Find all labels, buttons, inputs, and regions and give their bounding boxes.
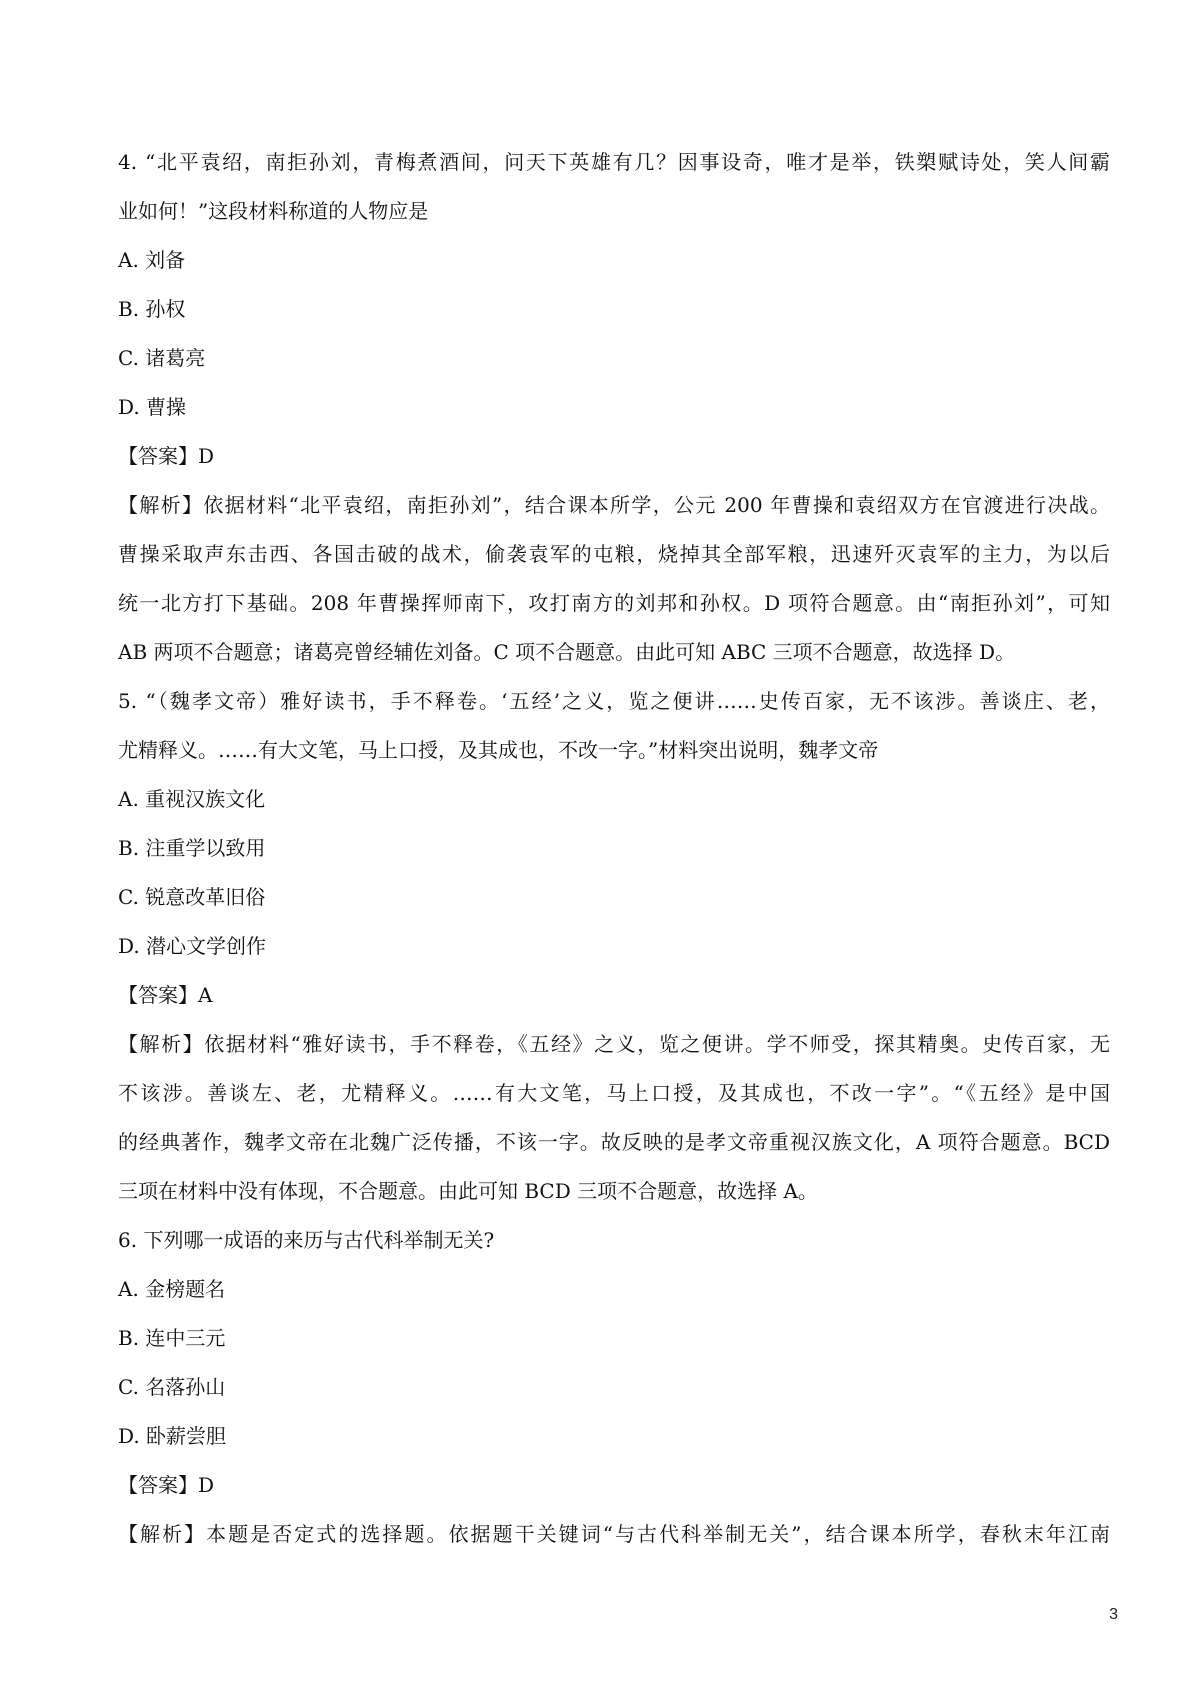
answer: 【答案】D xyxy=(118,1473,215,1497)
explanation-line: 三项在材料中没有体现，不合题意。由此可知 BCD 三项不合题意，故选择 A。 xyxy=(118,1179,818,1203)
option-d: D. 卧薪尝胆 xyxy=(118,1424,227,1448)
option-c: C. 锐意改革旧俗 xyxy=(118,885,266,909)
question-5 xyxy=(118,687,1110,1205)
answer: 【答案】A xyxy=(118,983,213,1007)
option-b: B. 注重学以致用 xyxy=(118,836,266,860)
option-c: C. 诸葛亮 xyxy=(118,346,206,370)
option-d: D. 曹操 xyxy=(118,395,187,419)
question-stem-line: 业如何！”这段材料称道的人物应是 xyxy=(118,199,429,223)
option-c: C. 名落孙山 xyxy=(118,1375,226,1399)
question-6 xyxy=(118,1226,1110,1548)
explanation-line: 【解析】依据材料“雅好读书，手不释卷，《五经》之义，览之便讲。学不师受，探其精奥。史传百家，无 xyxy=(118,1032,1110,1056)
option-a: A. 金榜题名 xyxy=(118,1277,226,1301)
option-b: B. 孙权 xyxy=(118,297,186,321)
explanation-line: 统一北方打下基础。208 年曹操挥师南下，攻打南方的刘邦和孙权。D 项符合题意。由“南拒孙刘”，可知 xyxy=(118,591,1110,615)
explanation-line: 【解析】依据材料“北平袁绍，南拒孙刘”，结合课本所学，公元 200 年曹操和袁绍双方在官渡进行决战。 xyxy=(118,493,1110,517)
option-d: D. 潜心文学创作 xyxy=(118,934,267,958)
explanation-line: 的经典著作，魏孝文帝在北魏广泛传播，不该一字。故反映的是孝文帝重视汉族文化，A 项符合题意。BCD xyxy=(118,1130,1110,1154)
question-stem-line: 4. “北平袁绍，南拒孙刘，青梅煮酒间，问天下英雄有几？因事设奇，唯才是举，铁槊赋诗处，笑人间霸 xyxy=(118,150,1110,174)
question-4 xyxy=(118,148,1110,666)
option-b: B. 连中三元 xyxy=(118,1326,226,1350)
option-a: A. 刘备 xyxy=(118,248,186,272)
page-number: 3 xyxy=(1109,1606,1118,1623)
explanation-line: 不该涉。善谈左、老，尤精释义。……有大文笔，马上口授，及其成也，不改一字”。“《五经》是中国 xyxy=(118,1081,1110,1105)
question-stem-line: 5. “（魏孝文帝）雅好读书，手不释卷。‘五经’之义，览之便讲……史传百家，无不该涉。善谈庄、老， xyxy=(118,689,1110,713)
question-stem-line: 尤精释义。……有大文笔，马上口授，及其成也，不改一字。”材料突出说明，魏孝文帝 xyxy=(118,738,879,762)
explanation-line: 【解析】本题是否定式的选择题。依据题干关键词“与古代科举制无关”，结合课本所学，春秋末年江南 xyxy=(118,1522,1110,1546)
answer: 【答案】D xyxy=(118,444,215,468)
explanation-line: AB 两项不合题意；诸葛亮曾经辅佐刘备。C 项不合题意。由此可知 ABC 三项不合题意，故选择 D。 xyxy=(118,640,1016,664)
option-a: A. 重视汉族文化 xyxy=(118,787,266,811)
question-stem-line: 6. 下列哪一成语的来历与古代科举制无关? xyxy=(118,1228,495,1252)
page-content xyxy=(118,148,1110,1569)
explanation-line: 曹操采取声东击西、各国击破的战术，偷袭袁军的屯粮，烧掉其全部军粮，迅速歼灭袁军的主力，为以后 xyxy=(118,542,1110,566)
